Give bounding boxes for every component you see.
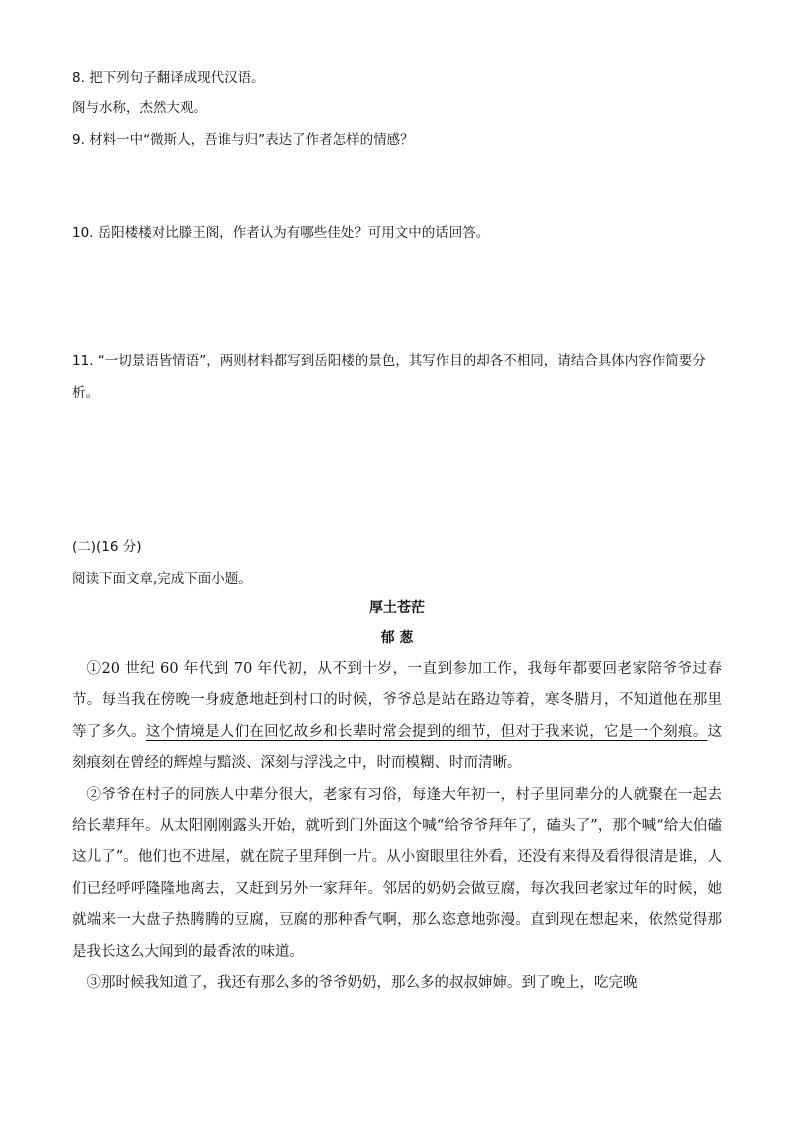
question-11: 11. “一切景语皆情语”，两则材料都写到岳阳楼的景色，其写作目的却各不相同，请结合具体内容作简要分析。 — [72, 353, 706, 401]
question-10: 10. 岳阳楼楼对比滕王阁，作者认为有哪些佳处？可用文中的话回答。 — [72, 225, 490, 241]
question-8-prompt: 8. 把下列句子翻译成现代汉语。 — [72, 70, 265, 86]
paragraph-3: ③那时候我知道了，我还有那么多的爷爷奶奶，那么多的叔叔婶婶。到了晚上，吃完晚 — [86, 975, 638, 992]
paragraph-1-end: 这刻痕刻在曾经的辉煌与黯淡、深刻与浮浅之中，时而模糊、时而清晰。 — [72, 723, 723, 772]
question-9: 9. 材料一中“微斯人，吾谁与归”表达了作者怎样的情感？ — [72, 132, 414, 148]
paragraph-2: ②爷爷在村子的同族人中辈分很大，老家有习俗，每逢大年初一，村子里同辈分的人就聚在一起去给长辈拜年。从太阳刚刚露头开始，就听到门外面这个喊“给爷爷拜年了，磕头了”，那个喊“给大伯磕这儿了”。他们也不进屋，就在院子里拜倒一片。从小窗眼里往外看，还没有来得及看得很清是谁，人们已经呼呼隆隆地离去，又赶到另外一家拜年。邻居的奶奶会做豆腐，每次我回老家过年的时候，她就端来一大盘子热腾腾的豆腐，豆腐的那种香气啊，那么恣意地弥漫。直到现在想起来，依然觉得那是我长这么大闻到的最香浓的味道。 — [72, 786, 722, 960]
underlined-sentence: 这个情境是人们在回忆故乡和长辈时常会提到的细节，但对于我来说，它是一个刻痕。 — [145, 723, 708, 740]
paragraph-1 — [72, 654, 722, 780]
section-heading: (二)(16 分) — [72, 539, 142, 555]
question-8-sentence: 阁与水称，杰然大观。 — [72, 100, 207, 116]
article-author: 郁 葱 — [380, 630, 414, 646]
article-title: 厚土苍茫 — [369, 600, 425, 616]
article-body — [72, 654, 722, 999]
paragraph-1-start: ①20 世纪 60 年代到 70 年代初，从不到十岁，一直到参加工作，我每年都要回老家陪爷爷过春节。每当我在傍晚一身疲惫地赶到村口的时候，爷爷总是站在路边等着，寒冬腊月，不知道他在那里等了多久。 — [72, 661, 722, 740]
section-instruction: 阅读下面文章,完成下面小题。 — [72, 571, 252, 587]
